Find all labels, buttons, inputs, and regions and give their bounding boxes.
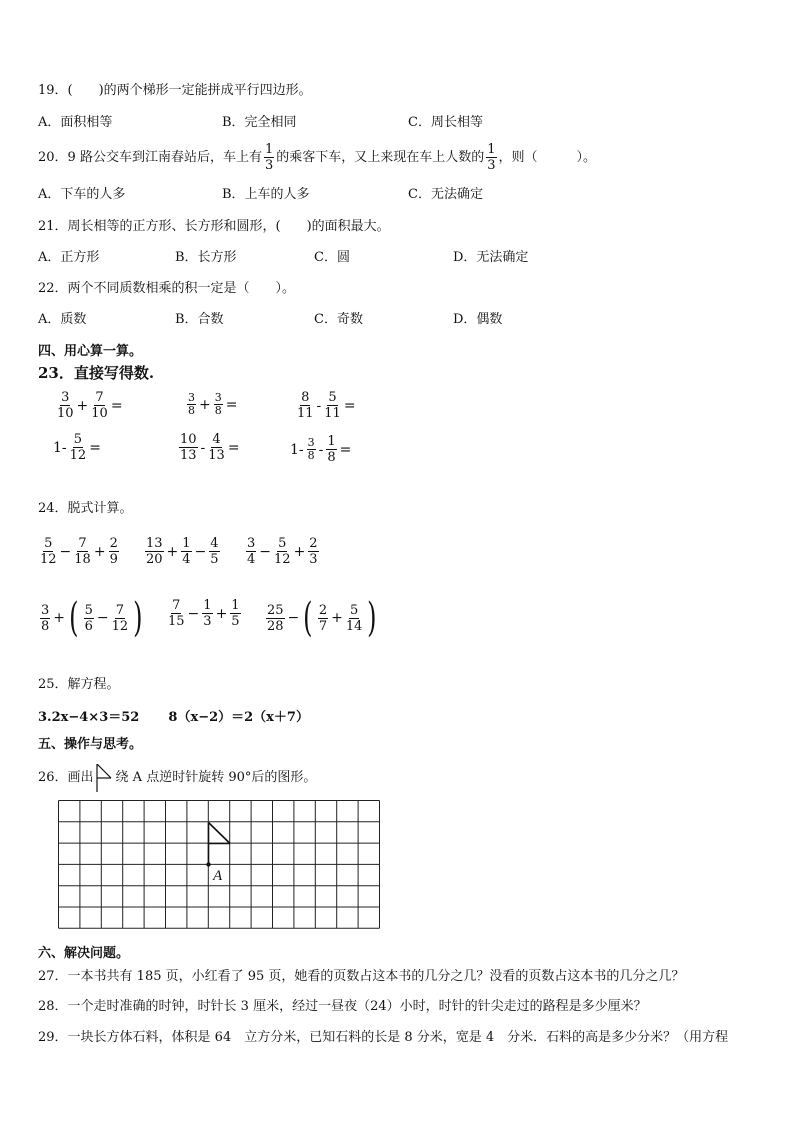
q20-fraction-2: $\frac{1}{3}$ — [487, 142, 496, 173]
q20-part2: 的乘客下车，又上来现在车上人数的 — [276, 149, 485, 165]
fraction: $\frac{2}{3}$ — [309, 536, 318, 567]
flag-diagonal — [209, 823, 231, 844]
fraction: $\frac{2}{9}$ — [109, 536, 118, 567]
q19-stem: 19．( )的两个梯形一定能拼成平行四边形。 — [38, 83, 312, 98]
q24-expr-5: $\frac{7}{15}$ − $\frac{1}{3}$ + $\frac{1}{5}$ — [168, 598, 240, 629]
fraction: $\frac{4}{13}$ — [208, 432, 225, 463]
flag-figure — [209, 823, 231, 865]
q19-option-c: C．周长相等 — [408, 115, 483, 130]
fraction: $\frac{25}{28}$ — [267, 602, 284, 634]
section-6-heading: 六、解决问题。 — [38, 946, 130, 961]
fraction: $\frac{3}{8}$ — [307, 436, 315, 462]
q27-text: 27．一本书共有 185 页，小红看了 95 页，她看的页数占这本书的几分之几？没看的页数占这本书的几分之几？ — [38, 969, 685, 984]
fraction: $\frac{5}{6}$ — [84, 602, 93, 634]
q23-expr-1: $\frac{3}{10}$ + $\frac{7}{10}$ = — [57, 390, 123, 421]
q21-option-d: D．无法确定 — [453, 250, 529, 265]
q21-option-c: C．圆 — [314, 250, 350, 265]
q25-equation-1: 3.2x−4×3＝52 — [38, 710, 140, 725]
q22-option-d: D．偶数 — [453, 312, 503, 327]
q21-stem: 21．周长相等的正方形、长方形和圆形，( )的面积最大。 — [38, 219, 390, 234]
flag-shape-icon — [95, 764, 115, 792]
fraction: $\frac{3}{8}$ — [214, 391, 222, 417]
right-paren: ) — [133, 595, 143, 641]
q24-expr-6: $\frac{25}{28}$ − ( $\frac{2}{7}$ + $\frac{5}{14}$ ) — [267, 595, 377, 641]
fraction: $\frac{13}{20}$ — [146, 536, 163, 567]
q20-option-c: C．无法确定 — [408, 187, 483, 202]
q26-part2: 绕 A 点逆时针旋转 90°后的图形。 — [115, 770, 317, 785]
section-4-heading: 四、用心算一算。 — [38, 344, 143, 359]
q24-title: 24．脱式计算。 — [38, 501, 133, 516]
fraction: $\frac{2}{7}$ — [318, 602, 328, 634]
q20-option-b: B．上车的人多 — [222, 187, 310, 202]
fraction: $\frac{10}{13}$ — [180, 432, 197, 463]
q19-option-b: B．完全相同 — [222, 115, 297, 130]
q25-equation-2: 8（x−2）＝2（x＋7） — [168, 710, 309, 725]
q22-option-a: A．质数 — [38, 312, 87, 327]
fraction: $\frac{5}{14}$ — [345, 602, 363, 634]
q20-part3: ，则（ ）。 — [498, 149, 597, 165]
q23-expr-5: $\frac{10}{13}$ - $\frac{4}{13}$ = — [180, 432, 240, 463]
fraction: $\frac{3}{10}$ — [57, 390, 74, 421]
fraction: $\frac{7}{12}$ — [111, 602, 129, 634]
q21-option-a: A．正方形 — [38, 250, 100, 265]
section-5-heading: 五、操作与思考。 — [38, 737, 143, 752]
fraction: $\frac{4}{5}$ — [210, 536, 219, 567]
q25-equations — [38, 706, 309, 725]
fraction: $\frac{3}{8}$ — [188, 391, 195, 417]
fraction: $\frac{3}{4}$ — [247, 536, 256, 567]
fraction: $\frac{3}{8}$ — [41, 602, 50, 634]
q23-expr-6: 1- $\frac{3}{8}$ - $\frac{1}{8}$ = — [290, 434, 352, 465]
fraction: $\frac{1}{3}$ — [203, 598, 212, 629]
q23-expr-4: 1- $\frac{5}{12}$ = — [53, 432, 101, 463]
q22-option-c: C．奇数 — [314, 312, 363, 327]
fraction: $\frac{7}{10}$ — [91, 390, 108, 421]
q22-stem: 22．两个不同质数相乘的积一定是（ ）。 — [38, 281, 296, 296]
q26-stem — [38, 764, 316, 792]
q20-fraction-1: $\frac{1}{3}$ — [264, 142, 274, 173]
q25-title: 25．解方程。 — [38, 677, 120, 692]
q24-expr-3: $\frac{3}{4}$ − $\frac{5}{12}$ + $\frac{2}{3}$ — [247, 536, 318, 567]
grid-lines — [59, 801, 380, 929]
fraction: $\frac{5}{11}$ — [324, 390, 341, 421]
q26-part1: 26．画出 — [38, 770, 94, 785]
fraction: $\frac{7}{18}$ — [74, 536, 91, 567]
q24-expr-1: $\frac{5}{12}$ − $\frac{7}{18}$ + $\frac{2}{9}$ — [40, 536, 118, 567]
left-paren: ( — [303, 595, 313, 641]
fraction: $\frac{8}{11}$ — [297, 390, 314, 421]
fraction: $\frac{5}{12}$ — [69, 432, 87, 463]
q23-expr-2: $\frac{3}{8}$ + $\frac{3}{8}$ = — [188, 391, 238, 417]
q19-option-a: A．面积相等 — [38, 115, 113, 130]
fraction: $\frac{1}{5}$ — [231, 598, 240, 629]
q21-option-b: B．长方形 — [175, 250, 237, 265]
fraction: $\frac{5}{12}$ — [40, 536, 57, 567]
point-a-dot — [206, 862, 210, 866]
fraction: $\frac{1}{8}$ — [327, 434, 336, 465]
q29-text: 29．一块长方体石料，体积是 64 立方分米，已知石料的长是 8 分米，宽是 4 分米．石料的高是多少分米？（用方程 — [38, 1030, 729, 1045]
q20-part1: 20．9 路公交车到江南春站后，车上有 — [38, 149, 262, 165]
q23-title: 23．直接写得数. — [38, 364, 155, 382]
fraction: $\frac{5}{12}$ — [274, 536, 291, 567]
q20-stem — [38, 142, 596, 173]
fraction: $\frac{7}{15}$ — [168, 598, 185, 629]
q24-expr-4: $\frac{3}{8}$ + ( $\frac{5}{6}$ − $\frac{7}{12}$ ) — [41, 595, 143, 641]
q24-expr-2: $\frac{13}{20}$ + $\frac{1}{4}$ − $\frac{4}{5}$ — [146, 536, 219, 567]
q20-option-a: A．下车的人多 — [38, 187, 126, 202]
rotation-grid — [58, 800, 382, 930]
q23-expr-3: $\frac{8}{11}$ - $\frac{5}{11}$ = — [297, 390, 356, 421]
right-paren: ) — [367, 595, 377, 641]
q22-option-b: B．合数 — [175, 312, 224, 327]
q28-text: 28．一个走时准确的时钟，时针长 3 厘米，经过一昼夜（24）小时，时针的针尖走过的路程是多少厘米？ — [38, 999, 647, 1014]
point-a-label: A — [213, 868, 223, 884]
fraction: $\frac{1}{4}$ — [182, 536, 191, 567]
left-paren: ( — [69, 595, 79, 641]
